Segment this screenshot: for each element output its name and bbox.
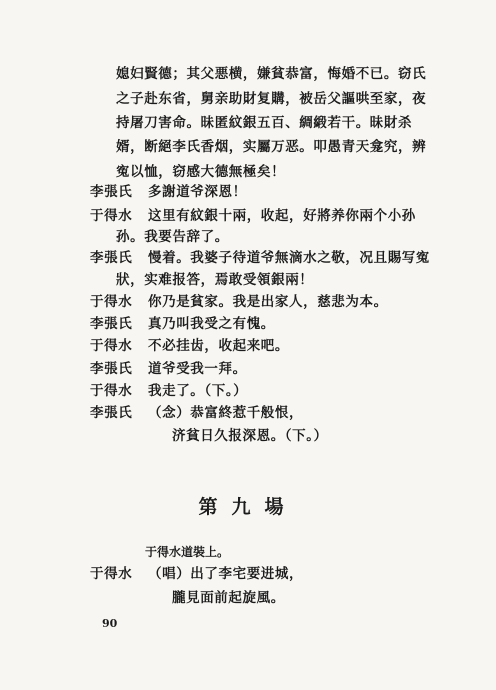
speaker-name: 李張氏 (90, 405, 133, 421)
speaker-name: 李張氏 (90, 250, 133, 266)
passage-line: 持屠刀害命。昧匿紋銀五百、綢緞若干。昧財杀 (116, 115, 413, 131)
dialogue-text: 不必挂齿，收起来吧。 (148, 338, 289, 354)
sung-line: 朧見面前起旋風。 (172, 590, 285, 606)
dialogue-text: 这里有紋銀十兩，收起，好將养你兩个小孙 (148, 208, 416, 224)
speaker-name: 于得水 (90, 208, 133, 224)
dialogue-text: 道爷受我一拜。 (148, 361, 247, 377)
speaker-name: 于得水 (90, 294, 133, 310)
dialogue-text: 我走了。（下。） (148, 383, 248, 399)
passage-line: 之子赴东省，舅亲助財复購，被岳父謳哄至家，夜 (116, 91, 427, 107)
speaker-name: 李張氏 (90, 184, 133, 200)
dialogue-text: 真乃叫我受之有愧。 (148, 316, 275, 332)
speaker-name: 于得水 (90, 566, 133, 582)
speaker-name: 于得水 (90, 338, 133, 354)
dialogue-text: 孙。我要告辞了。 (116, 229, 229, 245)
passage-line: 寃以恤，窃感大德無極矣！ (116, 164, 286, 180)
passage-line: 媳妇賢德；其父悪横，嫌貧恭富，悔婚不已。窃氏 (116, 66, 427, 82)
page-number: 90 (102, 617, 118, 630)
speaker-name: 李張氏 (90, 316, 133, 332)
dialogue-text: 狀，实难报答，焉敢受領銀兩！ (116, 272, 314, 288)
stage-direction: 于得水道裝上。 (145, 545, 230, 559)
dialogue-text: 你乃是貧家。我是出家人，慈悲为本。 (148, 294, 388, 310)
dialogue-text: 济貧日久报深恩。（下。） (172, 428, 328, 444)
passage-line: 婿，断絕李氏香烟，实屬万恶。叩愚青天龛究，辨 (116, 139, 427, 155)
dialogue-text: （念）恭富終惹千般恨， (148, 405, 304, 421)
sung-line: （唱）出了李宅要进城， (148, 566, 304, 582)
scene-title: 第九場 (198, 496, 298, 518)
speaker-name: 于得水 (90, 383, 133, 399)
dialogue-text: 慢着。我婆子待道爷無滴水之敬，况且賜写寃 (148, 250, 430, 266)
speaker-name: 李張氏 (90, 361, 133, 377)
dialogue-text: 多謝道爷深恩！ (148, 184, 247, 200)
